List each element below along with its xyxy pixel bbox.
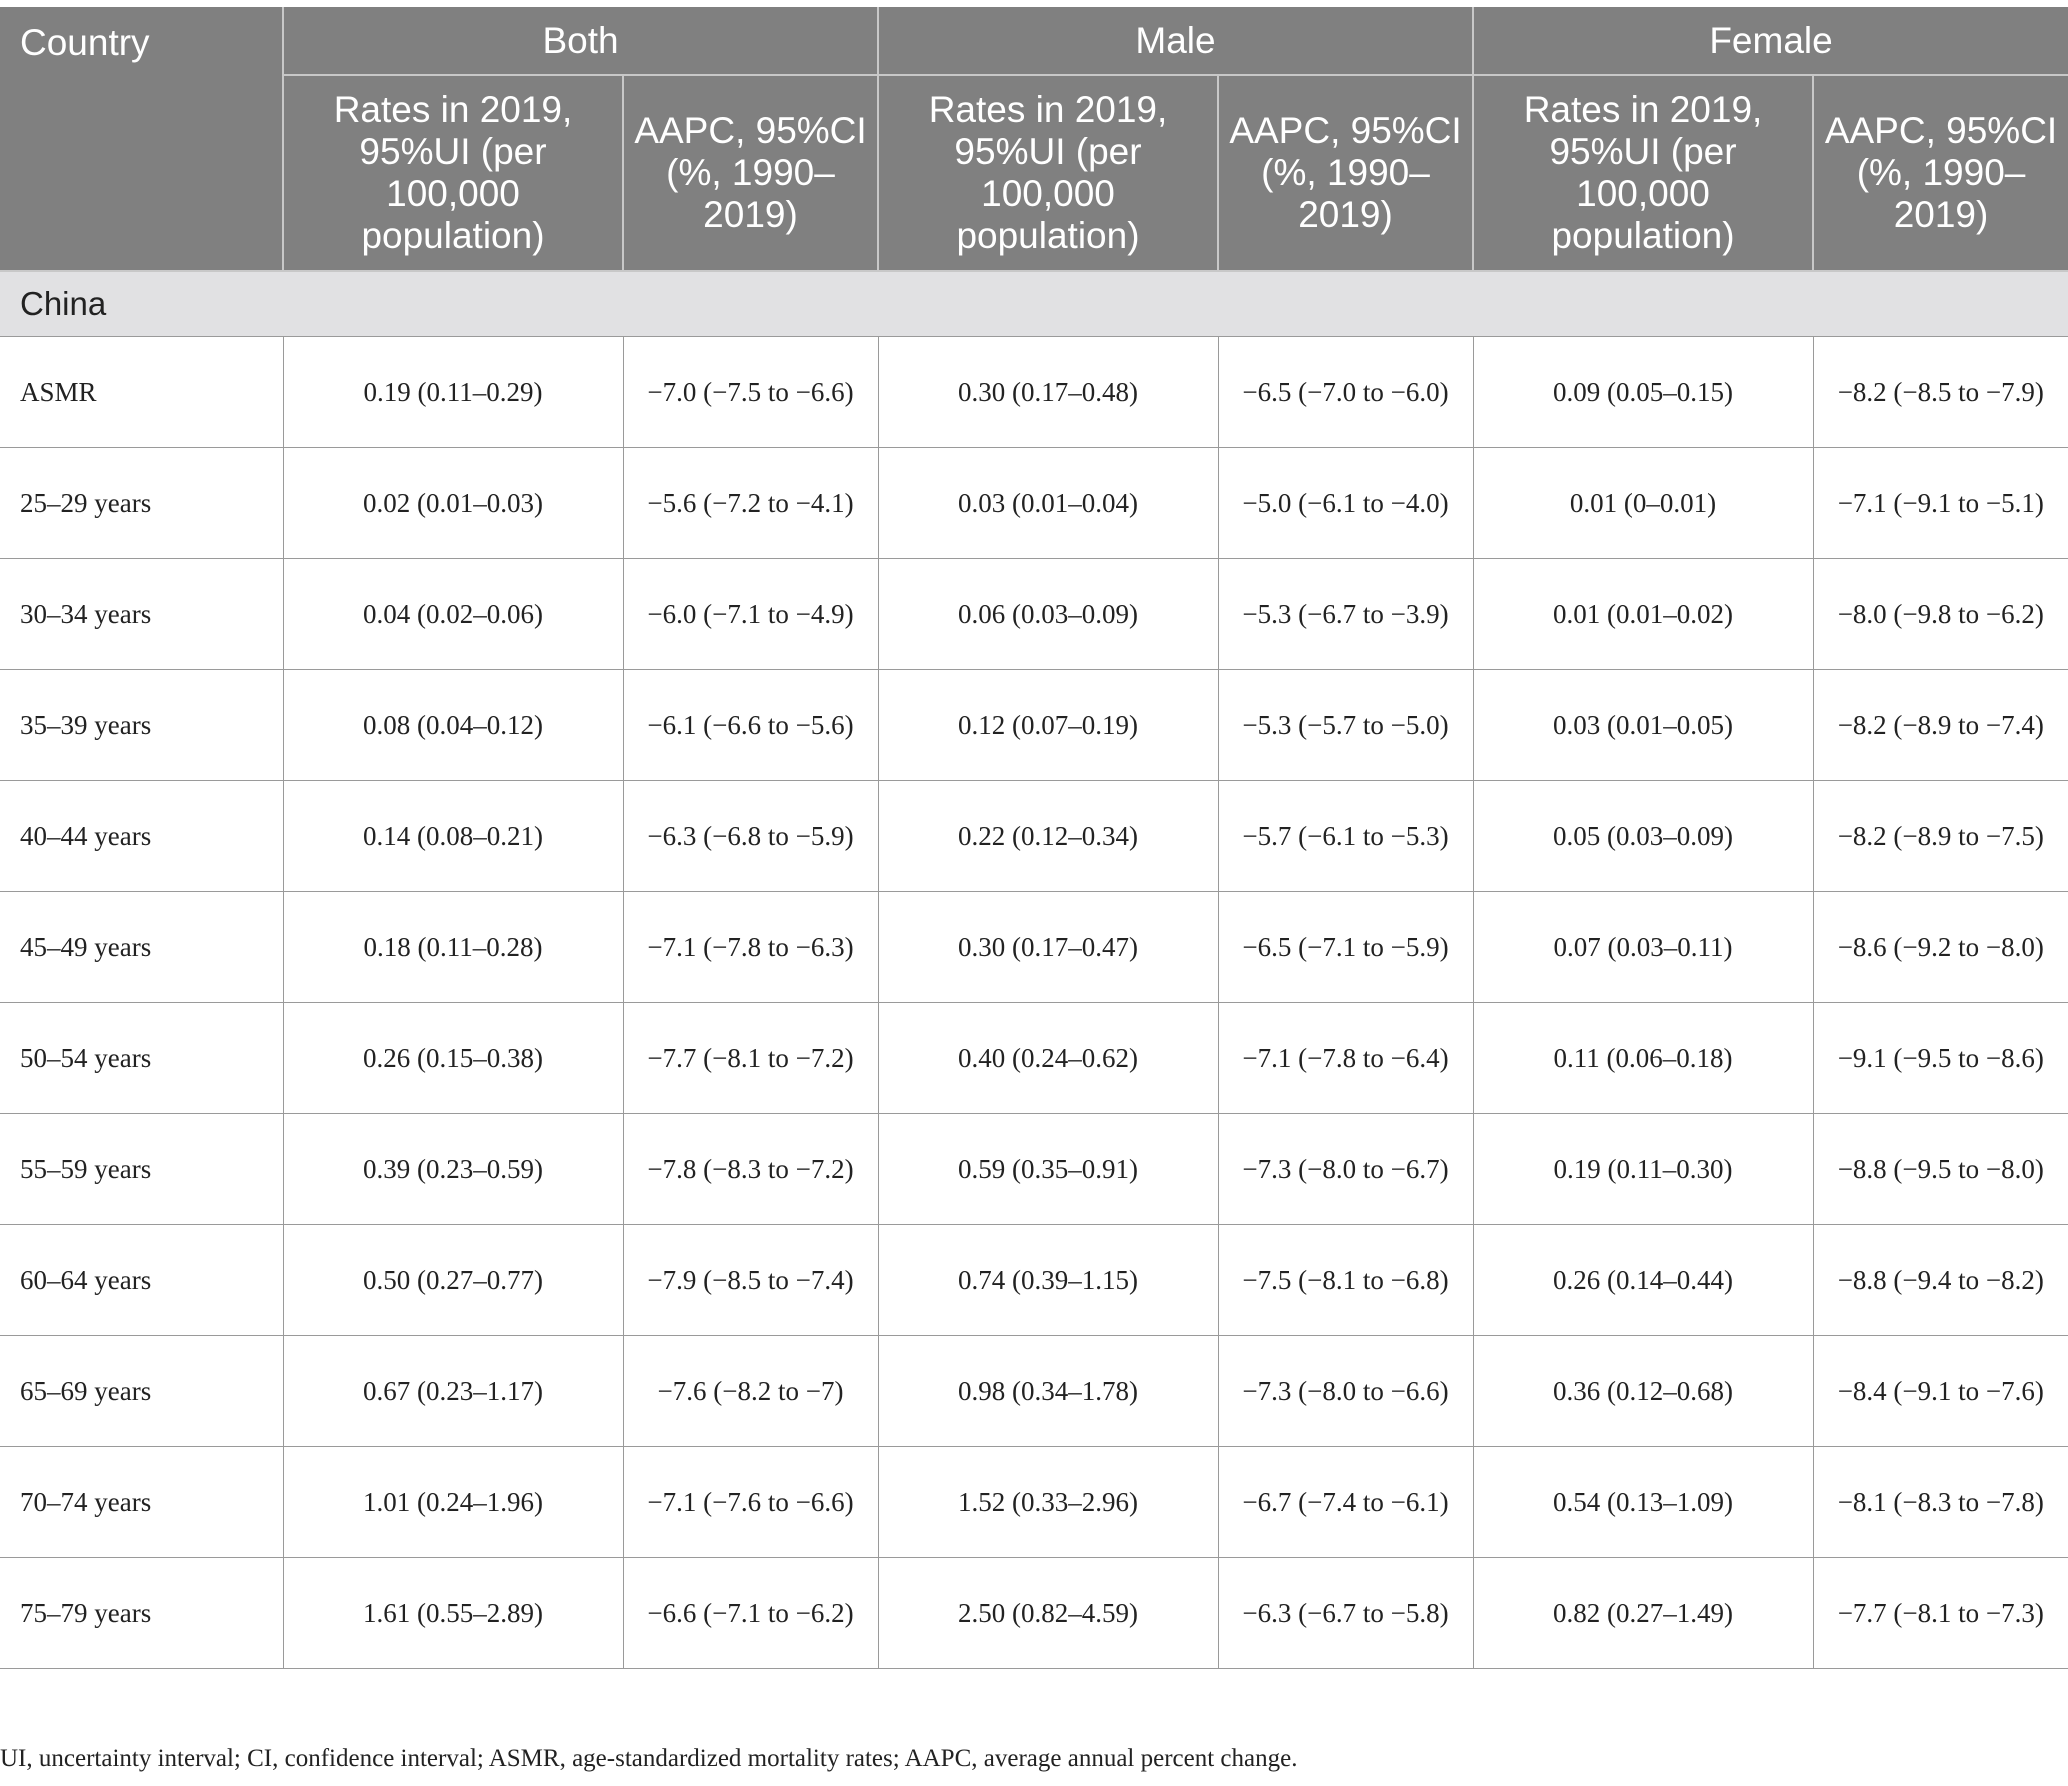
table-body xyxy=(0,337,2068,1669)
table-row xyxy=(0,559,2068,670)
cell-female-rate: 0.01 (0.01–0.02) xyxy=(1473,559,1813,670)
cell-both-aapc: −7.1 (−7.6 to −6.6) xyxy=(623,1447,878,1558)
cell-female-rate: 0.01 (0–0.01) xyxy=(1473,448,1813,559)
cell-male-aapc: −6.5 (−7.0 to −6.0) xyxy=(1218,337,1473,448)
cell-male-rate: 0.30 (0.17–0.48) xyxy=(878,337,1218,448)
row-label: 60–64 years xyxy=(0,1225,283,1336)
table-row xyxy=(0,892,2068,1003)
cell-male-rate: 0.40 (0.24–0.62) xyxy=(878,1003,1218,1114)
row-label: ASMR xyxy=(0,337,283,448)
header-group-both: Both xyxy=(283,7,878,75)
cell-male-aapc: −7.3 (−8.0 to −6.6) xyxy=(1218,1336,1473,1447)
cell-female-aapc: −8.1 (−8.3 to −7.8) xyxy=(1813,1447,2068,1558)
cell-both-aapc: −7.6 (−8.2 to −7) xyxy=(623,1336,878,1447)
table-row xyxy=(0,670,2068,781)
cell-male-rate: 0.30 (0.17–0.47) xyxy=(878,892,1218,1003)
cell-both-rate: 0.02 (0.01–0.03) xyxy=(283,448,623,559)
cell-male-rate: 0.03 (0.01–0.04) xyxy=(878,448,1218,559)
table-row xyxy=(0,1114,2068,1225)
data-table xyxy=(0,7,2068,1669)
cell-male-rate: 0.59 (0.35–0.91) xyxy=(878,1114,1218,1225)
cell-both-rate: 0.14 (0.08–0.21) xyxy=(283,781,623,892)
cell-male-aapc: −5.3 (−6.7 to −3.9) xyxy=(1218,559,1473,670)
cell-female-rate: 0.36 (0.12–0.68) xyxy=(1473,1336,1813,1447)
cell-male-rate: 1.52 (0.33–2.96) xyxy=(878,1447,1218,1558)
cell-female-aapc: −8.8 (−9.4 to −8.2) xyxy=(1813,1225,2068,1336)
cell-both-rate: 0.08 (0.04–0.12) xyxy=(283,670,623,781)
cell-male-aapc: −6.3 (−6.7 to −5.8) xyxy=(1218,1558,1473,1669)
header-male-aapc: AAPC, 95%CI (%, 1990–2019) xyxy=(1218,75,1473,271)
table-row xyxy=(0,337,2068,448)
header-group-male: Male xyxy=(878,7,1473,75)
cell-both-aapc: −6.6 (−7.1 to −6.2) xyxy=(623,1558,878,1669)
cell-both-rate: 1.01 (0.24–1.96) xyxy=(283,1447,623,1558)
header-male-rate: Rates in 2019, 95%UI (per 100,000 population) xyxy=(878,75,1218,271)
cell-male-aapc: −5.7 (−6.1 to −5.3) xyxy=(1218,781,1473,892)
cell-both-aapc: −6.3 (−6.8 to −5.9) xyxy=(623,781,878,892)
table-row xyxy=(0,448,2068,559)
header-female-rate: Rates in 2019, 95%UI (per 100,000 population) xyxy=(1473,75,1813,271)
cell-male-aapc: −7.1 (−7.8 to −6.4) xyxy=(1218,1003,1473,1114)
cell-both-rate: 0.26 (0.15–0.38) xyxy=(283,1003,623,1114)
cell-male-rate: 0.98 (0.34–1.78) xyxy=(878,1336,1218,1447)
cell-male-rate: 0.74 (0.39–1.15) xyxy=(878,1225,1218,1336)
cell-male-rate: 0.12 (0.07–0.19) xyxy=(878,670,1218,781)
cell-male-rate: 0.22 (0.12–0.34) xyxy=(878,781,1218,892)
cell-male-aapc: −7.3 (−8.0 to −6.7) xyxy=(1218,1114,1473,1225)
row-label: 55–59 years xyxy=(0,1114,283,1225)
row-label: 35–39 years xyxy=(0,670,283,781)
cell-both-aapc: −7.0 (−7.5 to −6.6) xyxy=(623,337,878,448)
row-label: 50–54 years xyxy=(0,1003,283,1114)
header-group-female: Female xyxy=(1473,7,2068,75)
cell-male-aapc: −7.5 (−8.1 to −6.8) xyxy=(1218,1225,1473,1336)
cell-male-aapc: −5.0 (−6.1 to −4.0) xyxy=(1218,448,1473,559)
cell-female-rate: 0.26 (0.14–0.44) xyxy=(1473,1225,1813,1336)
section-row xyxy=(0,271,2068,337)
cell-both-aapc: −6.0 (−7.1 to −4.9) xyxy=(623,559,878,670)
cell-both-rate: 0.67 (0.23–1.17) xyxy=(283,1336,623,1447)
cell-female-aapc: −9.1 (−9.5 to −8.6) xyxy=(1813,1003,2068,1114)
row-label: 40–44 years xyxy=(0,781,283,892)
header-both-aapc: AAPC, 95%CI (%, 1990–2019) xyxy=(623,75,878,271)
row-label: 45–49 years xyxy=(0,892,283,1003)
cell-male-rate: 0.06 (0.03–0.09) xyxy=(878,559,1218,670)
row-label: 65–69 years xyxy=(0,1336,283,1447)
cell-female-aapc: −8.0 (−9.8 to −6.2) xyxy=(1813,559,2068,670)
cell-both-aapc: −6.1 (−6.6 to −5.6) xyxy=(623,670,878,781)
table-row xyxy=(0,781,2068,892)
cell-both-aapc: −5.6 (−7.2 to −4.1) xyxy=(623,448,878,559)
cell-female-rate: 0.09 (0.05–0.15) xyxy=(1473,337,1813,448)
cell-male-aapc: −5.3 (−5.7 to −5.0) xyxy=(1218,670,1473,781)
row-label: 70–74 years xyxy=(0,1447,283,1558)
table-row xyxy=(0,1003,2068,1114)
cell-both-rate: 1.61 (0.55–2.89) xyxy=(283,1558,623,1669)
cell-both-aapc: −7.7 (−8.1 to −7.2) xyxy=(623,1003,878,1114)
table-row xyxy=(0,1336,2068,1447)
cell-female-rate: 0.11 (0.06–0.18) xyxy=(1473,1003,1813,1114)
cell-both-rate: 0.39 (0.23–0.59) xyxy=(283,1114,623,1225)
cell-female-rate: 0.05 (0.03–0.09) xyxy=(1473,781,1813,892)
footnote: UI, uncertainty interval; CI, confidence interval; ASMR, age-standardized mortality rates; AAPC, average annual percent change. xyxy=(0,1745,1298,1772)
cell-both-rate: 0.18 (0.11–0.28) xyxy=(283,892,623,1003)
header-female-aapc: AAPC, 95%CI (%, 1990–2019) xyxy=(1813,75,2068,271)
cell-female-rate: 0.82 (0.27–1.49) xyxy=(1473,1558,1813,1669)
cell-female-aapc: −7.1 (−9.1 to −5.1) xyxy=(1813,448,2068,559)
cell-male-rate: 2.50 (0.82–4.59) xyxy=(878,1558,1218,1669)
cell-female-aapc: −8.6 (−9.2 to −8.0) xyxy=(1813,892,2068,1003)
cell-female-rate: 0.03 (0.01–0.05) xyxy=(1473,670,1813,781)
cell-female-rate: 0.19 (0.11–0.30) xyxy=(1473,1114,1813,1225)
row-label: 75–79 years xyxy=(0,1558,283,1669)
cell-both-rate: 0.19 (0.11–0.29) xyxy=(283,337,623,448)
table-row xyxy=(0,1558,2068,1669)
row-label: 25–29 years xyxy=(0,448,283,559)
cell-female-aapc: −8.8 (−9.5 to −8.0) xyxy=(1813,1114,2068,1225)
cell-female-rate: 0.54 (0.13–1.09) xyxy=(1473,1447,1813,1558)
cell-female-aapc: −8.2 (−8.5 to −7.9) xyxy=(1813,337,2068,448)
cell-both-rate: 0.50 (0.27–0.77) xyxy=(283,1225,623,1336)
cell-male-aapc: −6.5 (−7.1 to −5.9) xyxy=(1218,892,1473,1003)
cell-female-aapc: −8.4 (−9.1 to −7.6) xyxy=(1813,1336,2068,1447)
header-country: Country xyxy=(0,7,283,271)
cell-female-rate: 0.07 (0.03–0.11) xyxy=(1473,892,1813,1003)
cell-female-aapc: −7.7 (−8.1 to −7.3) xyxy=(1813,1558,2068,1669)
cell-both-aapc: −7.9 (−8.5 to −7.4) xyxy=(623,1225,878,1336)
cell-female-aapc: −8.2 (−8.9 to −7.4) xyxy=(1813,670,2068,781)
row-label: 30–34 years xyxy=(0,559,283,670)
cell-female-aapc: −8.2 (−8.9 to −7.5) xyxy=(1813,781,2068,892)
cell-both-aapc: −7.8 (−8.3 to −7.2) xyxy=(623,1114,878,1225)
header-both-rate: Rates in 2019, 95%UI (per 100,000 population) xyxy=(283,75,623,271)
cell-male-aapc: −6.7 (−7.4 to −6.1) xyxy=(1218,1447,1473,1558)
section-label: China xyxy=(0,271,2068,337)
cell-both-rate: 0.04 (0.02–0.06) xyxy=(283,559,623,670)
table-row xyxy=(0,1447,2068,1558)
cell-both-aapc: −7.1 (−7.8 to −6.3) xyxy=(623,892,878,1003)
table-row xyxy=(0,1225,2068,1336)
